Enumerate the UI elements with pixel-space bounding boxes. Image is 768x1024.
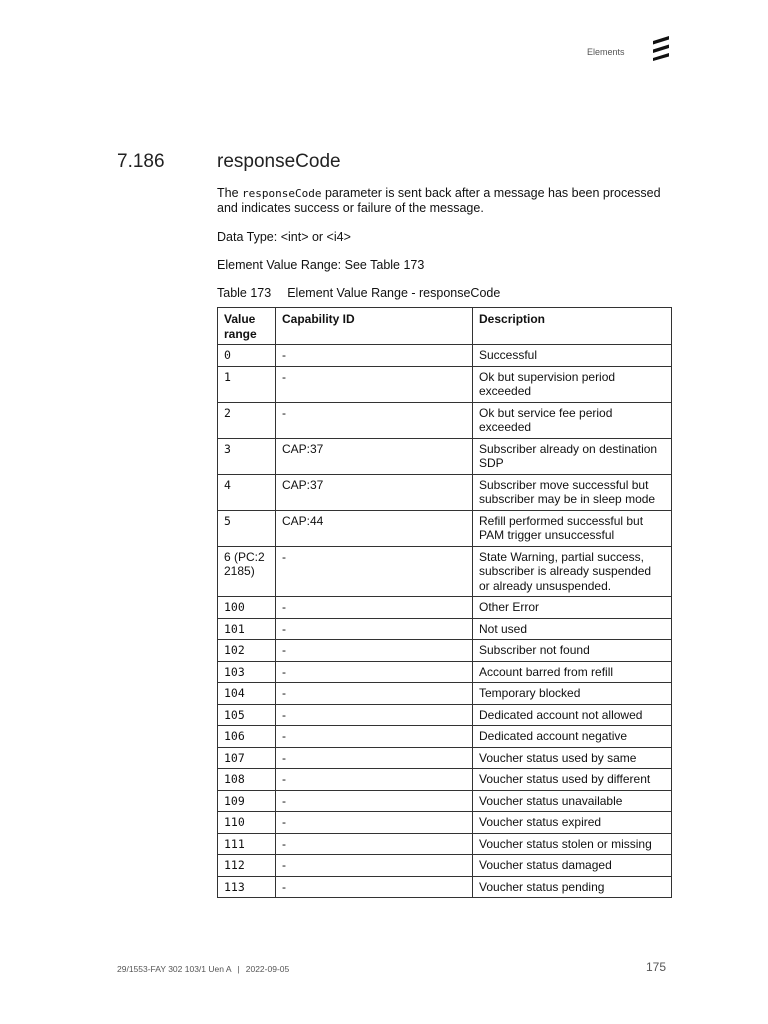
row-capability: -: [276, 597, 473, 619]
row-value: 113: [218, 876, 276, 898]
table-row: [218, 345, 672, 367]
row-capability: -: [276, 683, 473, 705]
footer-document-info: [117, 964, 289, 974]
row-description: Voucher status used by different: [473, 769, 672, 791]
row-value: 107: [218, 747, 276, 769]
table-row: [218, 747, 672, 769]
table-row: [218, 546, 672, 597]
row-value: 3: [218, 438, 276, 474]
row-description: Dedicated account not allowed: [473, 704, 672, 726]
section-number: 7.186: [117, 151, 165, 172]
table-row: [218, 876, 672, 898]
row-value: 101: [218, 618, 276, 640]
ericsson-logo-icon: [650, 35, 672, 61]
header-value-range: Value range: [218, 308, 276, 345]
table-caption: [217, 286, 500, 300]
row-value: 112: [218, 855, 276, 877]
row-value: 109: [218, 790, 276, 812]
row-value: 4: [218, 474, 276, 510]
row-value: 106: [218, 726, 276, 748]
row-description: Subscriber already on destination SDP: [473, 438, 672, 474]
intro-text-before: The: [217, 186, 243, 200]
row-description: Not used: [473, 618, 672, 640]
response-code-table: [217, 307, 672, 898]
row-description: State Warning, partial success, subscriber is already suspended or already unsuspended.: [473, 546, 672, 597]
page-number: 175: [646, 960, 667, 974]
row-description: Refill performed successful but PAM trigger unsuccessful: [473, 510, 672, 546]
row-capability: -: [276, 769, 473, 791]
row-capability: -: [276, 618, 473, 640]
header-description: Description: [473, 308, 672, 345]
row-capability: -: [276, 855, 473, 877]
row-capability: -: [276, 876, 473, 898]
row-value: 6 (PC:2 2185): [218, 546, 276, 597]
footer-doc-number: 29/1553-FAY 302 103/1 Uen A: [117, 964, 232, 974]
table-row: [218, 769, 672, 791]
row-value: 103: [218, 661, 276, 683]
row-description: Temporary blocked: [473, 683, 672, 705]
row-capability: -: [276, 640, 473, 662]
row-value: 5: [218, 510, 276, 546]
table-row: [218, 366, 672, 402]
header-capability-id: Capability ID: [276, 308, 473, 345]
row-capability: -: [276, 661, 473, 683]
table-row: [218, 438, 672, 474]
row-capability: -: [276, 790, 473, 812]
row-value: 1: [218, 366, 276, 402]
row-value: 102: [218, 640, 276, 662]
row-capability: -: [276, 747, 473, 769]
table-row: [218, 402, 672, 438]
row-description: Ok but supervision period exceeded: [473, 366, 672, 402]
table-row: [218, 683, 672, 705]
row-description: Voucher status expired: [473, 812, 672, 834]
row-description: Voucher status unavailable: [473, 790, 672, 812]
row-value: 0: [218, 345, 276, 367]
row-description: Account barred from refill: [473, 661, 672, 683]
data-type-line: Data Type: <int> or <i4>: [217, 230, 351, 244]
row-description: Voucher status stolen or missing: [473, 833, 672, 855]
intro-code: responseCode: [242, 187, 322, 200]
table-row: [218, 640, 672, 662]
intro-text-after: parameter is sent back after a message has been processed and indicates success or failure of the message.: [217, 186, 661, 215]
table-row: [218, 510, 672, 546]
row-description: Voucher status used by same: [473, 747, 672, 769]
row-value: 110: [218, 812, 276, 834]
footer-date: 2022-09-05: [245, 964, 290, 974]
row-capability: -: [276, 546, 473, 597]
table-row: [218, 790, 672, 812]
row-capability: -: [276, 726, 473, 748]
table-header-row: [218, 308, 672, 345]
table-row: [218, 704, 672, 726]
row-capability: CAP:37: [276, 474, 473, 510]
table-row: [218, 833, 672, 855]
table-row: [218, 726, 672, 748]
row-description: Ok but service fee period exceeded: [473, 402, 672, 438]
row-capability: -: [276, 402, 473, 438]
table-caption-title: Element Value Range - responseCode: [287, 286, 501, 300]
table-row: [218, 855, 672, 877]
table-row: [218, 812, 672, 834]
footer-separator: |: [237, 964, 240, 974]
row-value: 104: [218, 683, 276, 705]
table-row: [218, 597, 672, 619]
row-description: Voucher status pending: [473, 876, 672, 898]
row-description: Subscriber not found: [473, 640, 672, 662]
row-value: 108: [218, 769, 276, 791]
row-description: Successful: [473, 345, 672, 367]
row-value: 2: [218, 402, 276, 438]
section-intro: [217, 186, 677, 216]
row-description: Subscriber move successful but subscriber may be in sleep mode: [473, 474, 672, 510]
table-row: [218, 661, 672, 683]
row-value: 111: [218, 833, 276, 855]
row-capability: -: [276, 704, 473, 726]
row-capability: -: [276, 812, 473, 834]
table-row: [218, 618, 672, 640]
row-value: 100: [218, 597, 276, 619]
row-description: Other Error: [473, 597, 672, 619]
row-capability: -: [276, 366, 473, 402]
value-range-line: Element Value Range: See Table 173: [217, 258, 425, 272]
row-value: 105: [218, 704, 276, 726]
row-capability: CAP:37: [276, 438, 473, 474]
row-capability: CAP:44: [276, 510, 473, 546]
table-row: [218, 474, 672, 510]
row-capability: -: [276, 833, 473, 855]
row-capability: -: [276, 345, 473, 367]
table-caption-number: Table 173: [217, 286, 272, 300]
row-description: Voucher status damaged: [473, 855, 672, 877]
section-title: responseCode: [217, 151, 341, 172]
row-description: Dedicated account negative: [473, 726, 672, 748]
page-header-label: Elements: [587, 47, 625, 57]
